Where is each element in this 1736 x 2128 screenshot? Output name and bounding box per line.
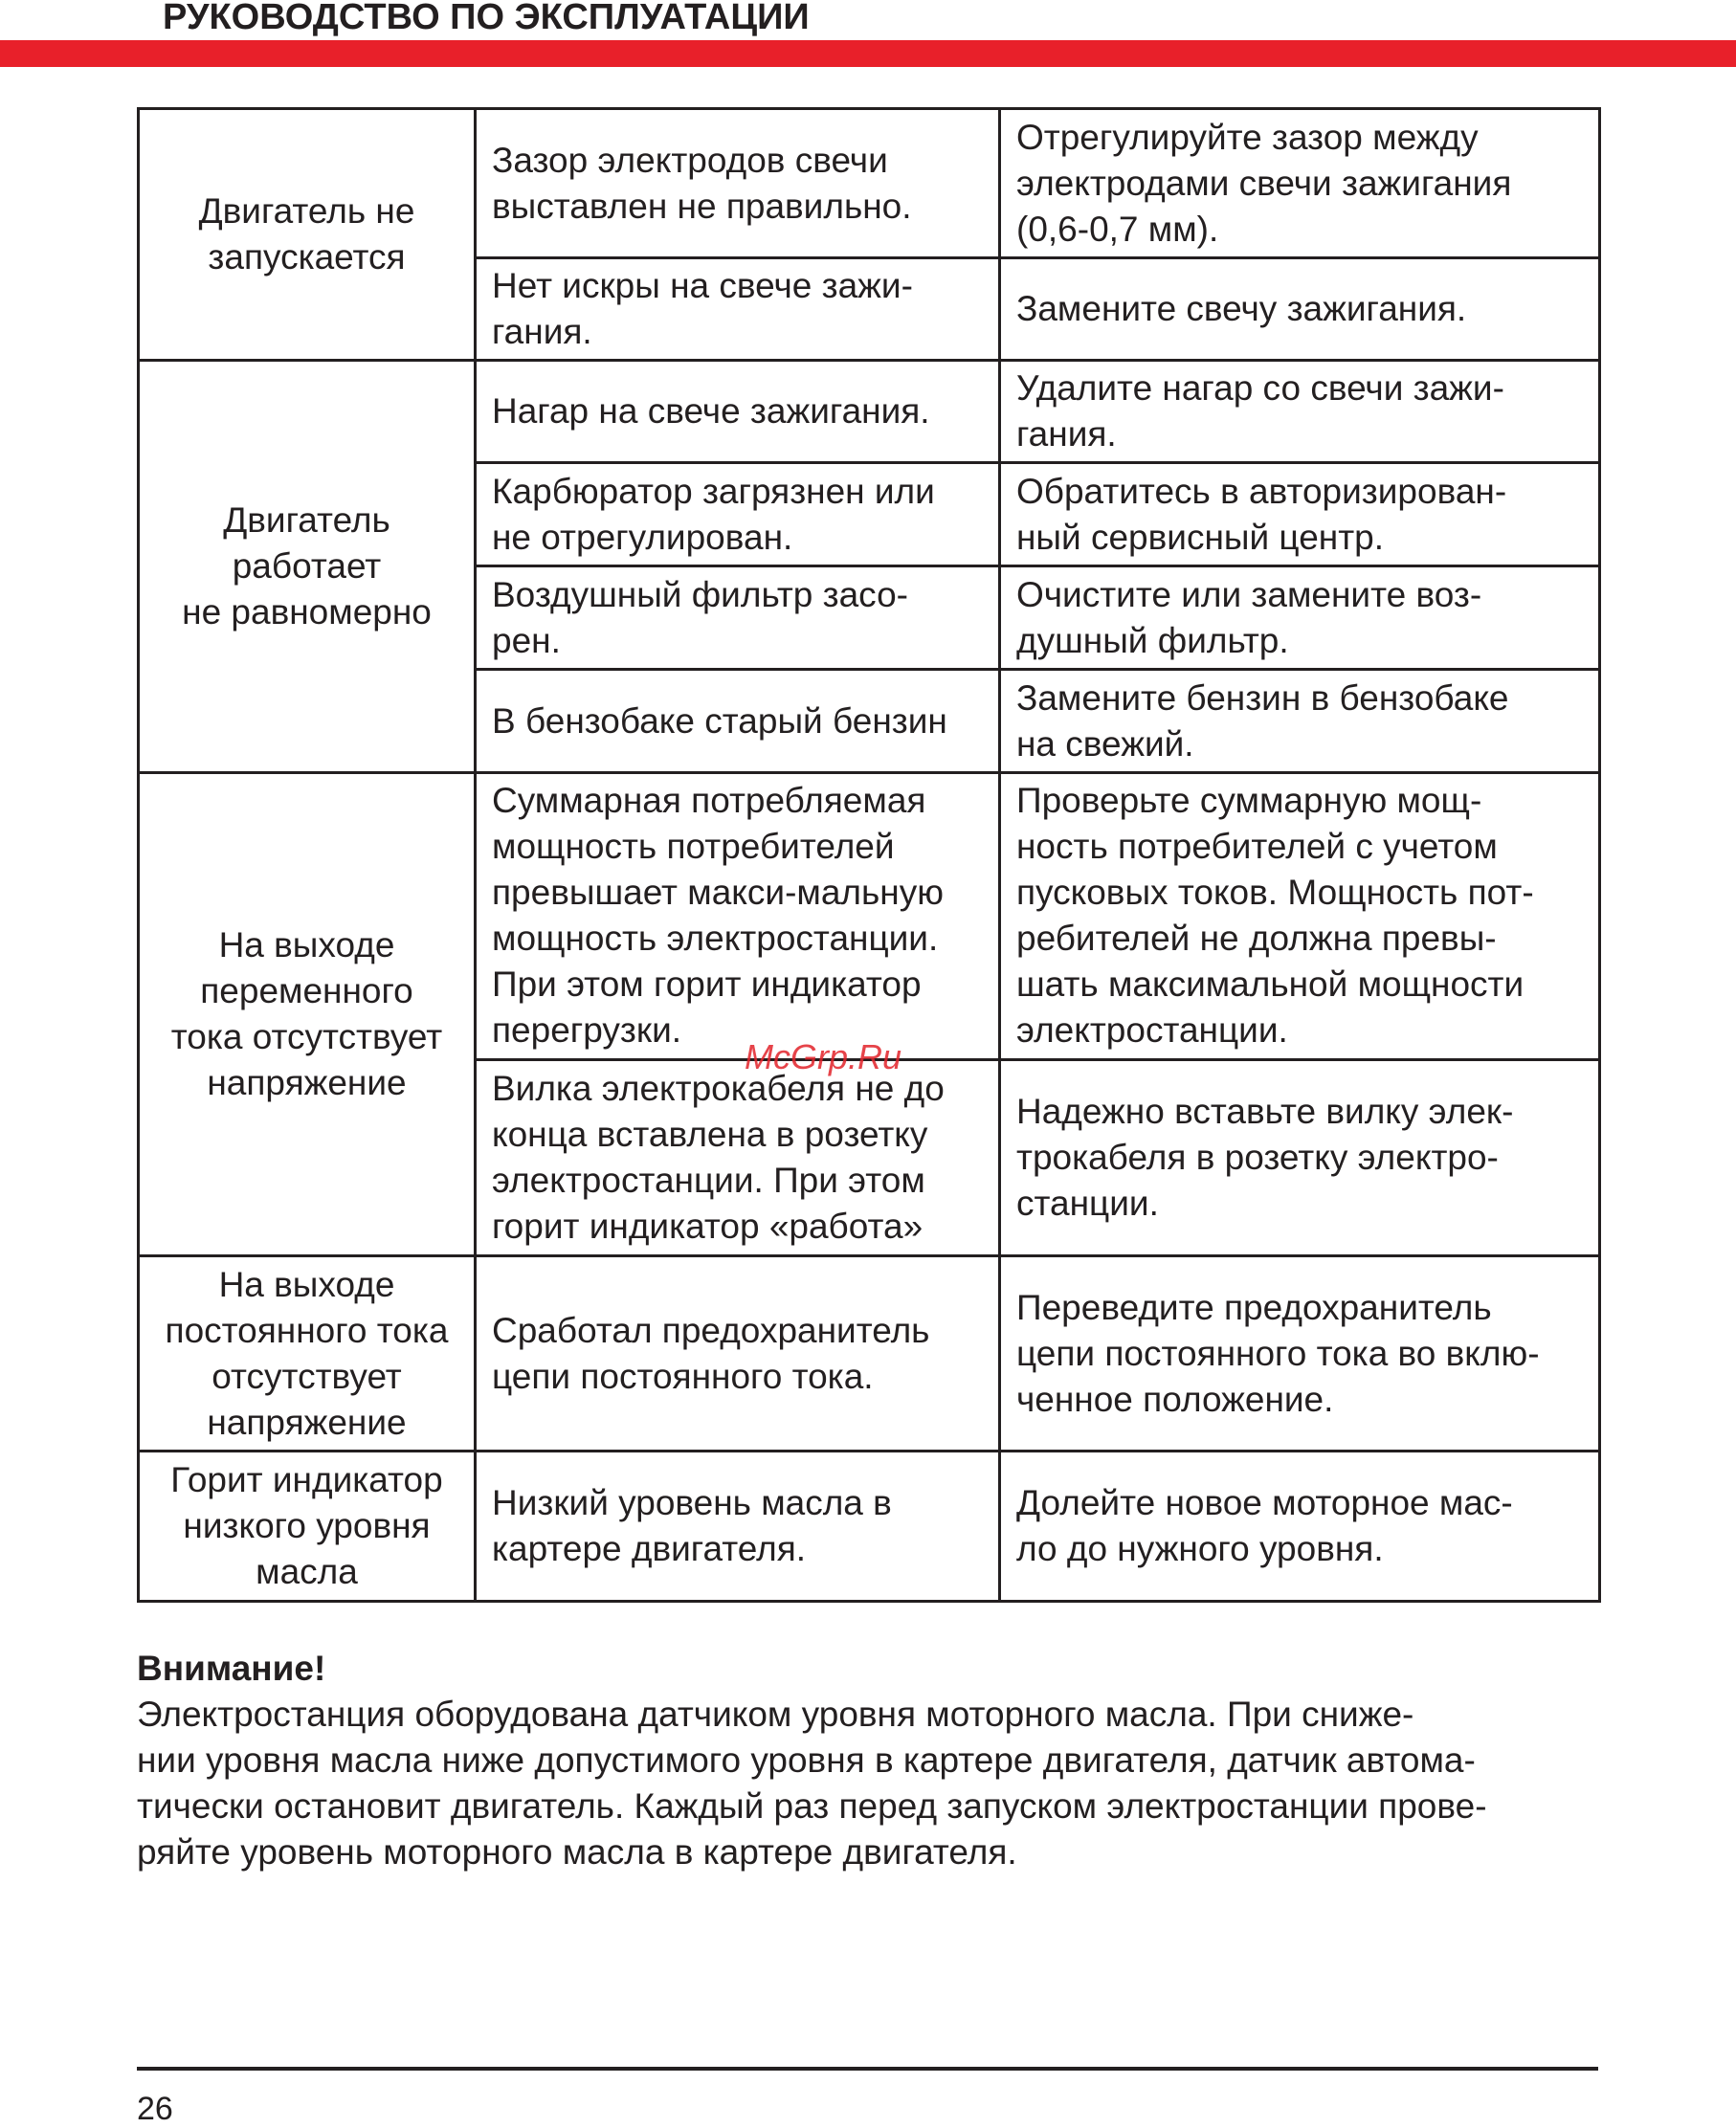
remedy-text: Замените бензин в бензобаке на свежий.	[1016, 677, 1509, 764]
remedy-text: Проверьте суммарную мощ- ность потребителей с учетом пусковых токов. Мощность пот- ребителей не должна превы- шать максимальной мощности электростанции.	[1016, 781, 1534, 1050]
page-number: 26	[137, 2091, 173, 2127]
symptom-cell	[139, 109, 476, 361]
remedy-cell	[1000, 1256, 1600, 1452]
cause-text: Сработал предохранитель цепи постоянного тока.	[492, 1310, 930, 1396]
cause-cell	[476, 109, 1000, 258]
remedy-cell	[1000, 566, 1600, 670]
remedy-text: Замените свечу зажигания.	[1016, 289, 1467, 328]
cause-cell	[476, 773, 1000, 1060]
remedy-text: Очистите или замените воз- душный фильтр.	[1016, 574, 1482, 660]
symptom-cell	[139, 1452, 476, 1602]
page-header-title: РУКОВОДСТВО ПО ЭКСПЛУАТАЦИИ	[163, 0, 810, 37]
cause-cell	[476, 258, 1000, 361]
cause-text: Воздушный фильтр засо- рен.	[492, 574, 908, 660]
cause-text: Суммарная потребляемая мощность потребителей превышает макси-мальную мощность электростанции. При этом горит индикатор перегрузки.	[492, 781, 944, 1050]
remedy-cell	[1000, 463, 1600, 566]
remedy-text: Удалите нагар со свечи зажи- гания.	[1016, 368, 1504, 454]
remedy-text: Надежно вставьте вилку элек- трокабеля в розетку электро- станции.	[1016, 1092, 1514, 1223]
symptom-text: Двигатель работает не равномерно	[182, 500, 432, 632]
cause-text: В бензобаке старый бензин	[492, 700, 947, 741]
watermark: McGrp.Ru	[745, 1037, 902, 1076]
cause-text: Низкий уровень масла в картере двигателя.	[492, 1483, 892, 1568]
symptom-text: На выходе постоянного тока отсутствует напряжение	[165, 1264, 449, 1442]
remedy-cell	[1000, 1060, 1600, 1256]
remedy-cell	[1000, 361, 1600, 463]
cause-cell	[476, 1452, 1000, 1602]
footer-divider	[137, 2067, 1598, 2071]
symptom-cell	[139, 361, 476, 773]
cause-text: Карбюратор загрязнен или не отрегулирован.	[492, 471, 935, 557]
remedy-cell	[1000, 109, 1600, 258]
symptom-cell	[139, 773, 476, 1256]
remedy-text: Отрегулируйте зазор между электродами свечи зажигания (0,6-0,7 мм).	[1016, 117, 1512, 249]
symptom-text: На выходе переменного тока отсутствует напряжение	[170, 925, 443, 1102]
remedy-cell	[1000, 670, 1600, 773]
header-accent-bar	[0, 40, 1736, 67]
cause-cell	[476, 1060, 1000, 1256]
table-row	[139, 1452, 1600, 1602]
cause-text: Зазор электродов свечи выставлен не правильно.	[492, 140, 912, 226]
remedy-cell	[1000, 258, 1600, 361]
remedy-cell	[1000, 1452, 1600, 1602]
cause-text: Нет искры на свече зажи- гания.	[492, 266, 913, 351]
cause-text: Вилка электрокабеля не до конца вставлена в розетку электростанции. При этом горит индикатор «работа»	[492, 1069, 945, 1246]
symptom-text: Горит индикатор низкого уровня масла	[170, 1460, 443, 1591]
symptom-text: Двигатель не запускается	[198, 191, 415, 277]
table-row	[139, 361, 1600, 463]
cause-cell	[476, 361, 1000, 463]
cause-cell	[476, 1256, 1000, 1452]
remedy-cell	[1000, 773, 1600, 1060]
cause-cell	[476, 670, 1000, 773]
warning-title: Внимание!	[137, 1649, 326, 1688]
remedy-text: Переведите предохранитель цепи постоянного тока во вклю- ченное положение.	[1016, 1287, 1540, 1419]
remedy-text: Долейте новое моторное мас- ло до нужного уровня.	[1016, 1483, 1513, 1568]
table-row	[139, 109, 1600, 258]
cause-cell	[476, 566, 1000, 670]
troubleshooting-table	[137, 107, 1601, 1603]
cause-cell	[476, 463, 1000, 566]
warning-paragraph: Электростанция оборудована датчиком уровня моторного масла. При сниже- нии уровня масла ниже допустимого уровня в картере двигателя, датчик автома- тически остановит двигатель. Каждый раз перед запуском электростанции прове- ряйте уровень моторного масла в картере двигателя.	[137, 1695, 1487, 1872]
remedy-text: Обратитесь в авторизирован- ный сервисный центр.	[1016, 471, 1507, 557]
table-row	[139, 773, 1600, 1060]
table-row	[139, 1256, 1600, 1452]
symptom-cell	[139, 1256, 476, 1452]
cause-text: Нагар на свече зажигания.	[492, 391, 930, 431]
